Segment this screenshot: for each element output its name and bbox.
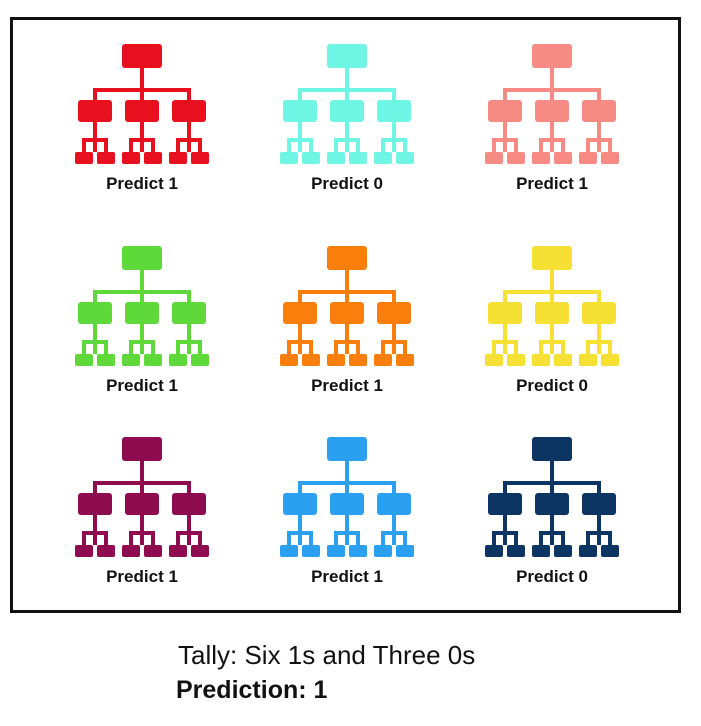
- decision-tree-3: [482, 42, 622, 212]
- tree-leaf-node: [122, 152, 140, 164]
- decision-tree-9: [482, 435, 622, 605]
- decision-tree-8: [277, 435, 417, 605]
- decision-tree-7: [72, 435, 212, 605]
- tree-leaf-node: [327, 354, 345, 366]
- tree-internal-node: [535, 100, 569, 122]
- tree-root-node: [327, 437, 367, 461]
- tree-leaf-node: [75, 354, 93, 366]
- tree-internal-node: [488, 100, 522, 122]
- tree-prediction-label: Predict 0: [311, 174, 383, 193]
- tree-leaf-node: [327, 152, 345, 164]
- tree-internal-node: [283, 100, 317, 122]
- tree-root-node: [327, 246, 367, 270]
- tree-leaf-node: [349, 545, 367, 557]
- tree-root-node: [327, 44, 367, 68]
- tree-prediction-label: Predict 0: [516, 376, 588, 395]
- tree-leaf-node: [280, 152, 298, 164]
- tree-leaf-node: [302, 152, 320, 164]
- tree-leaf-node: [485, 354, 503, 366]
- tree-leaf-node: [144, 545, 162, 557]
- tree-internal-node: [125, 493, 159, 515]
- tree-leaf-node: [485, 152, 503, 164]
- tree-leaf-node: [302, 545, 320, 557]
- tree-leaf-node: [97, 354, 115, 366]
- tree-leaf-node: [144, 152, 162, 164]
- tree-leaf-node: [579, 545, 597, 557]
- tree-icon: [72, 435, 212, 565]
- tree-icon: [482, 435, 622, 565]
- final-prediction: Prediction: 1: [176, 676, 328, 704]
- tree-prediction-label: Predict 1: [106, 567, 178, 586]
- tree-root-node: [122, 246, 162, 270]
- decision-tree-1: [72, 42, 212, 212]
- tree-leaf-node: [169, 545, 187, 557]
- tree-internal-node: [78, 302, 112, 324]
- tree-internal-node: [330, 493, 364, 515]
- tree-icon: [277, 244, 417, 374]
- tree-prediction-label: Predict 1: [311, 376, 383, 395]
- tree-root-node: [532, 246, 572, 270]
- tree-prediction-label: Predict 1: [311, 567, 383, 586]
- tree-leaf-node: [579, 354, 597, 366]
- decision-tree-5: [277, 244, 417, 414]
- tree-prediction-label: Predict 1: [106, 174, 178, 193]
- tree-internal-node: [582, 302, 616, 324]
- tree-leaf-node: [75, 152, 93, 164]
- tree-leaf-node: [374, 152, 392, 164]
- tree-internal-node: [330, 302, 364, 324]
- tree-leaf-node: [601, 545, 619, 557]
- tree-leaf-node: [507, 545, 525, 557]
- tree-leaf-node: [507, 354, 525, 366]
- tree-leaf-node: [122, 545, 140, 557]
- tree-prediction-label: Predict 0: [516, 567, 588, 586]
- tree-internal-node: [172, 100, 206, 122]
- tree-leaf-node: [374, 545, 392, 557]
- tree-leaf-node: [191, 152, 209, 164]
- tree-leaf-node: [396, 545, 414, 557]
- tree-root-node: [122, 44, 162, 68]
- tree-icon: [277, 435, 417, 565]
- tree-leaf-node: [601, 152, 619, 164]
- tree-internal-node: [377, 493, 411, 515]
- tree-leaf-node: [302, 354, 320, 366]
- tree-icon: [72, 244, 212, 374]
- tree-internal-node: [582, 493, 616, 515]
- tally-text: Tally: Six 1s and Three 0s: [178, 640, 476, 670]
- tree-internal-node: [330, 100, 364, 122]
- tree-leaf-node: [349, 354, 367, 366]
- tree-leaf-node: [122, 354, 140, 366]
- tree-leaf-node: [144, 354, 162, 366]
- tree-root-node: [532, 44, 572, 68]
- tree-internal-node: [283, 493, 317, 515]
- tree-leaf-node: [191, 545, 209, 557]
- tree-internal-node: [377, 302, 411, 324]
- tree-internal-node: [488, 493, 522, 515]
- tree-icon: [482, 42, 622, 172]
- tree-internal-node: [172, 302, 206, 324]
- tree-leaf-node: [374, 354, 392, 366]
- tree-internal-node: [377, 100, 411, 122]
- tree-leaf-node: [579, 152, 597, 164]
- tree-leaf-node: [349, 152, 367, 164]
- tree-leaf-node: [327, 545, 345, 557]
- decision-tree-2: [277, 42, 417, 212]
- tree-internal-node: [582, 100, 616, 122]
- tree-icon: [72, 42, 212, 172]
- tree-leaf-node: [169, 152, 187, 164]
- tree-leaf-node: [554, 354, 572, 366]
- tree-leaf-node: [554, 545, 572, 557]
- tree-leaf-node: [485, 545, 503, 557]
- tree-leaf-node: [554, 152, 572, 164]
- tree-leaf-node: [601, 354, 619, 366]
- decision-tree-4: [72, 244, 212, 414]
- tree-leaf-node: [507, 152, 525, 164]
- tree-internal-node: [78, 493, 112, 515]
- tree-leaf-node: [97, 152, 115, 164]
- tree-leaf-node: [280, 545, 298, 557]
- tree-leaf-node: [396, 152, 414, 164]
- tree-leaf-node: [396, 354, 414, 366]
- tree-leaf-node: [191, 354, 209, 366]
- tree-internal-node: [535, 493, 569, 515]
- tree-prediction-label: Predict 1: [516, 174, 588, 193]
- tree-leaf-node: [75, 545, 93, 557]
- tree-internal-node: [488, 302, 522, 324]
- tree-internal-node: [125, 302, 159, 324]
- tree-leaf-node: [280, 354, 298, 366]
- tree-leaf-node: [532, 354, 550, 366]
- tree-internal-node: [283, 302, 317, 324]
- tree-internal-node: [535, 302, 569, 324]
- tree-leaf-node: [532, 545, 550, 557]
- tree-root-node: [122, 437, 162, 461]
- decision-tree-6: [482, 244, 622, 414]
- tree-internal-node: [172, 493, 206, 515]
- tree-internal-node: [78, 100, 112, 122]
- tree-icon: [482, 244, 622, 374]
- tree-prediction-label: Predict 1: [106, 376, 178, 395]
- tree-leaf-node: [97, 545, 115, 557]
- tree-leaf-node: [169, 354, 187, 366]
- tree-root-node: [532, 437, 572, 461]
- tree-icon: [277, 42, 417, 172]
- tree-internal-node: [125, 100, 159, 122]
- tree-leaf-node: [532, 152, 550, 164]
